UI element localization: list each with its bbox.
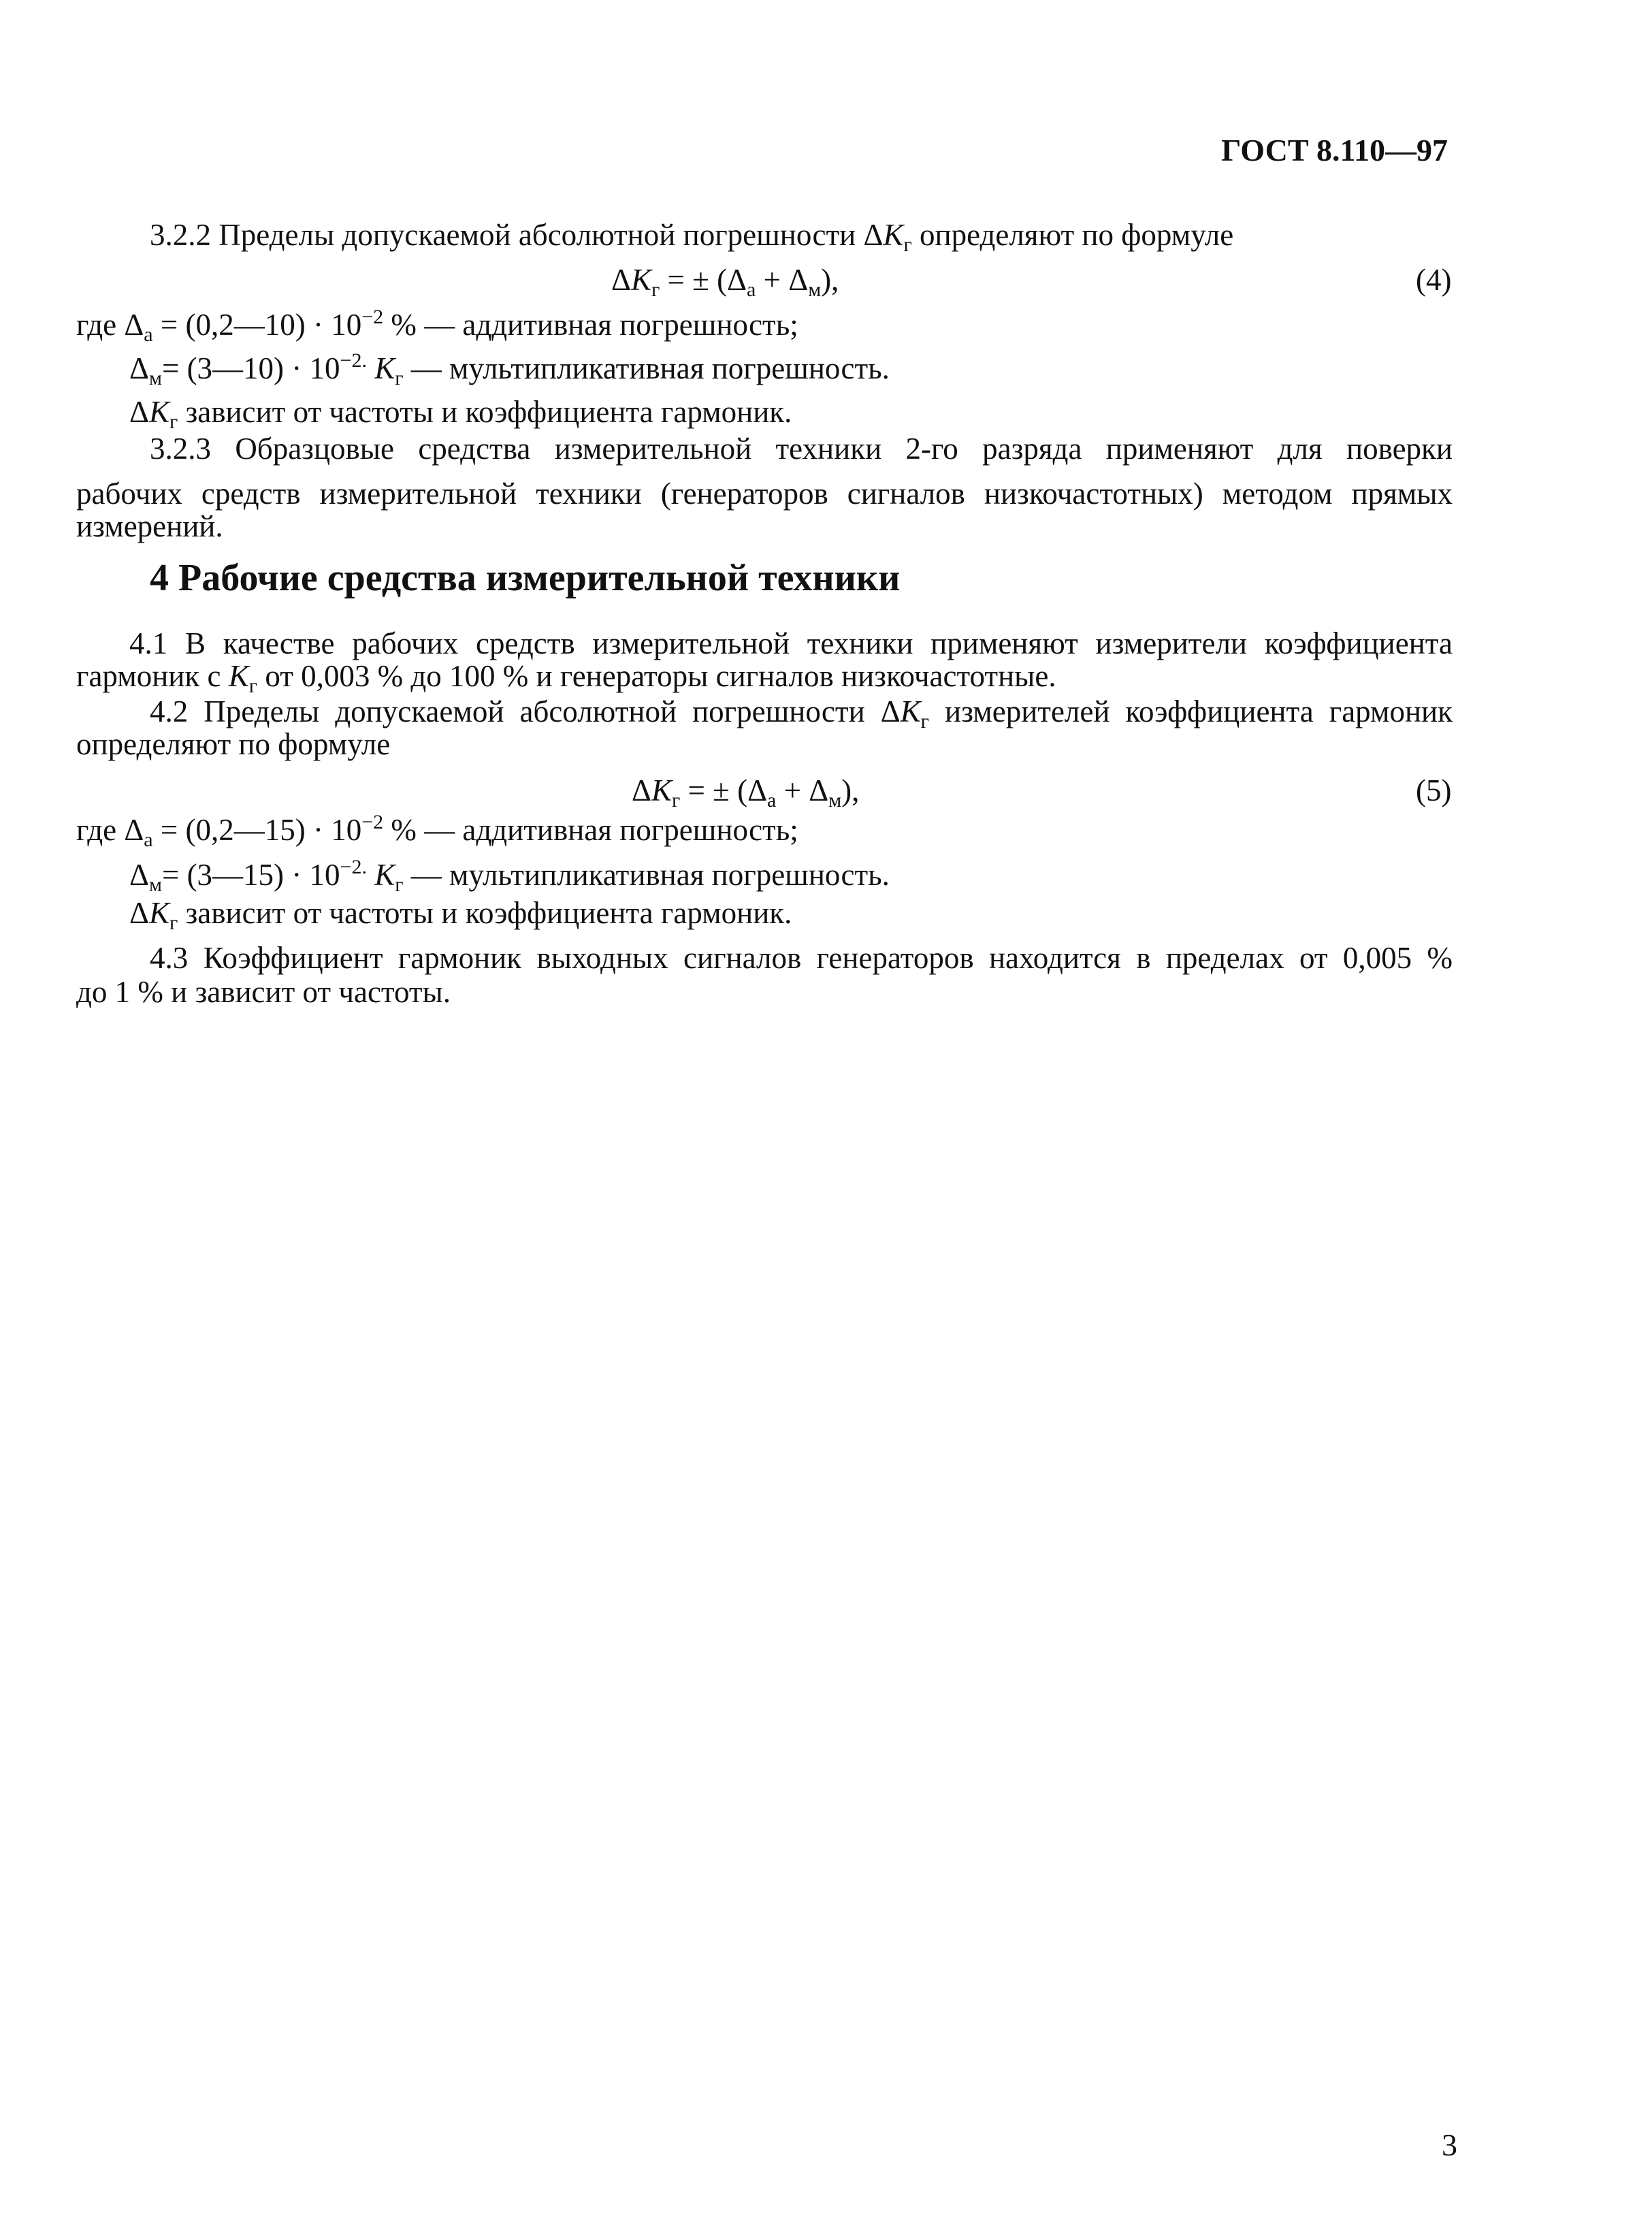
paragraph-4-1-line-1: 4.1 В качестве рабочих средств измерительной техники применяют измерители коэффициента (129, 626, 1453, 660)
where-multiplicative-error-2: $\Delta_м=$ (3—15) · $10^{-2.}$ $K_г$ — мультипликативная погрешность. (129, 856, 890, 896)
formula-5-number: (5) (1416, 773, 1452, 807)
paragraph-4-2-line-2: определяют по формуле (76, 727, 391, 761)
paragraph-3-2-3-line-2: рабочих средств измерительной техники (генераторов сигналов низкочастотных) методом прямых (76, 477, 1453, 511)
where-additive-error-2: где $\Delta_а$ = (0,2—15) · $10^{-2}$ % — аддитивная погрешность; (76, 811, 798, 851)
page-number: 3 (1442, 2128, 1457, 2162)
formula-5: $\Delta K_г$ = ± $(\Delta_а + \Delta_м)$, (632, 773, 860, 812)
paragraph-3-2-3-line-3: измерений. (76, 509, 223, 543)
paragraph-4-2-line-1: 4.2 Пределы допускаемой абсолютной погрешности $\Delta K_г$ измерителей коэффициента гармоник (150, 694, 1453, 733)
where-additive-error-1: где $\Delta_а$ = (0,2—10) · $10^{-2}$ % — аддитивная погрешность; (76, 306, 798, 346)
formula-4-number: (4) (1416, 263, 1452, 297)
where-dependency-2: $\Delta K_г$ зависит от частоты и коэффициента гармоник. (129, 896, 792, 934)
where-multiplicative-error-1: $\Delta_м=$ (3—10) · $10^{-2.}$ $K_г$ — мультипликативная погрешность. (129, 349, 890, 389)
paragraph-4-3-line-1: 4.3 Коэффициент гармоник выходных сигналов генераторов находится в пределах от 0,005 % (150, 941, 1453, 975)
paragraph-3-2-3-line-1: 3.2.3 Образцовые средства измерительной техники 2-го разряда применяют для поверки (150, 432, 1453, 466)
formula-4: $\Delta K_г$ = ± $(\Delta_а + \Delta_м)$, (611, 263, 839, 301)
paragraph-4-1-line-2: гармоник с $K_г$ от 0,003 % до 100 % и генераторы сигналов низкочастотные. (76, 659, 1056, 697)
section-4-heading: 4 Рабочие средства измерительной техники (150, 557, 901, 599)
paragraph-4-3-line-2: до 1 % и зависит от частоты. (76, 975, 451, 1009)
paragraph-3-2-2: 3.2.2 Пределы допускаемой абсолютной погрешности $\Delta K_г$ определяют по формуле (150, 218, 1234, 256)
where-dependency-1: $\Delta K_г$ зависит от частоты и коэффициента гармоник. (129, 395, 792, 433)
standard-header: ГОСТ 8.110—97 (1221, 133, 1448, 167)
